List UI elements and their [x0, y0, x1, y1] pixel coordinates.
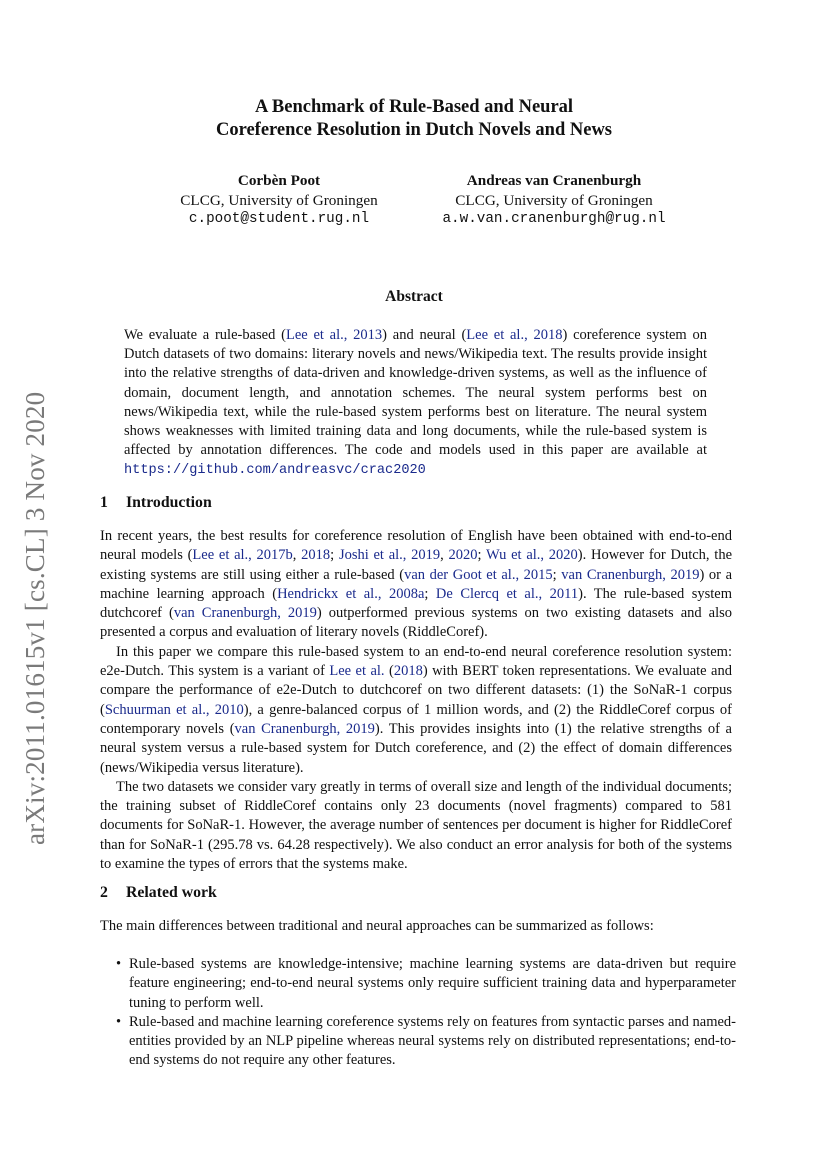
list-item: • Rule-based systems are knowledge-intensive; machine learning systems are data-driven but require feature engineering; end-to-end neural systems only require sufficient training data and hyperparameter tuning to perform well.: [116, 956, 736, 1011]
author-affiliation: CLCG, University of Groningen: [180, 191, 378, 209]
section-title: Introduction: [126, 494, 212, 511]
related-work-body: [100, 917, 732, 936]
citation-link[interactable]: 2018: [301, 547, 331, 564]
related-work-bullet-list: [100, 955, 736, 1071]
bullet-icon: •: [116, 1013, 122, 1030]
author-block-1: [160, 171, 398, 230]
citation-link[interactable]: van Cranenburgh, 2019: [234, 720, 375, 737]
section-title: Related work: [126, 884, 217, 901]
paragraph: In this paper we compare this rule-based system to an end-to-end neural coreference resolution system: e2e-Dutch. This system is a variant of Lee et al. (2018) with BERT token representations. We evaluate and compare the performance of e2e-Dutch to dutchcoref on two different datasets: (1) the SoNaR-1 corpus (Schuurman et al., 2010), a genre-balanced corpus of 1 million words, and (2) the RiddleCoref corpus of contemporary novels (van Cranenburgh, 2019). This provides insights into (1) the relative strengths of a neural system versus a rule-based system for Dutch coreference, and (2) the effect of domain differences (news/Wikipedia versus literature).: [100, 643, 732, 776]
citation-link[interactable]: Schuurman et al., 2010: [104, 701, 244, 718]
citation-link[interactable]: Wu et al., 2020: [486, 547, 578, 564]
citation-link[interactable]: van Cranenburgh, 2019: [561, 566, 700, 583]
citation-link[interactable]: Lee et al., 2018: [466, 327, 563, 343]
introduction-body: [100, 527, 732, 874]
section-heading-related-work: [100, 884, 740, 902]
paragraph: The main differences between traditional and neural approaches can be summarized as follows:: [100, 918, 654, 934]
section-number: 2: [100, 884, 108, 901]
author-email: c.poot@student.rug.nl: [188, 211, 370, 227]
arxiv-identifier: arXiv:2011.01615v1 [cs.CL] 3 Nov 2020: [20, 391, 50, 845]
code-repository-link[interactable]: https://github.com/andreasvc/crac2020: [124, 463, 426, 479]
paper-title-line-2: Coreference Resolution in Dutch Novels and News: [215, 120, 612, 140]
author-email: a.w.van.cranenburgh@rug.nl: [442, 211, 666, 227]
citation-link[interactable]: Hendrickx et al., 2008a: [277, 585, 425, 602]
author-block-2: [412, 171, 696, 230]
author-name: Andreas van Cranenburgh: [466, 172, 642, 189]
section-number: 1: [100, 494, 108, 511]
citation-link[interactable]: 2020: [448, 547, 478, 564]
citation-link[interactable]: van Cranenburgh, 2019: [173, 605, 317, 622]
citation-link[interactable]: Lee et al.: [329, 663, 385, 680]
author-affiliation: CLCG, University of Groningen: [455, 191, 653, 209]
citation-link[interactable]: Lee et al., 2017b: [192, 547, 293, 564]
citation-link[interactable]: van der Goot et al., 2015: [404, 566, 553, 583]
paragraph: In recent years, the best results for coreference resolution of English have been obtained with end-to-end neural models (Lee et al., 2017b, 2018; Joshi et al., 2019, 2020; Wu et al., 2020). However for Dutch, the existing systems are still using either a rule-based (van der Goot et al., 2015; van Cranenburgh, 2019) or a machine learning approach (Hendrickx et al., 2008a; De Clercq et al., 2011). The rule-based system dutchcoref (van Cranenburgh, 2019) outperformed previous systems on two existing datasets and also presented a corpus and evaluation of literary novels (RiddleCoref).: [100, 528, 733, 641]
citation-link[interactable]: Lee et al., 2013: [285, 327, 383, 343]
paper-title-line-1: A Benchmark of Rule-Based and Neural: [254, 97, 574, 117]
citation-link[interactable]: Joshi et al., 2019: [338, 547, 441, 564]
section-heading-introduction: [100, 494, 740, 512]
list-item: • Rule-based and machine learning coreference systems rely on features from syntactic parses and named-entities provided by an NLP pipeline whereas neural systems rely on distributed representations; end-to-end systems do not require any other features.: [116, 1013, 736, 1069]
bullet-icon: •: [116, 956, 122, 972]
citation-link[interactable]: 2018: [393, 663, 423, 680]
abstract-text: We evaluate a rule-based (Lee et al., 2013) and neural (Lee et al., 2018) coreference system on Dutch datasets of two domains: literary novels and news/Wikipedia text. The results provide insight into the relative strengths of data-driven and knowledge-driven systems, as well as the influence of domain, document length, and annotation schemes. The neural system performs best on news/Wikipedia text, while the rule-based system performs best on literature. The neural system shows weaknesses with limited training data and long documents, while the rule-based system is affected by annotation differences. The code and models used in this paper are available at https://github.com/andreasvc/crac2020: [124, 327, 707, 479]
abstract-heading: Abstract: [385, 288, 443, 305]
citation-link[interactable]: De Clercq et al., 2011: [435, 585, 579, 602]
paragraph: The two datasets we consider vary greatly in terms of overall size and length of the individual documents; the training subset of RiddleCoref contains only 23 documents (novel fragments) compared to 581 documents for SoNaR-1. However, the average number of sentences per document is higher for RiddleCoref than for SoNaR-1 (295.78 vs. 64.28 respectively). We also conduct an error analysis for both of the systems to examine the types of errors that the systems make.: [100, 778, 732, 873]
author-name: Corbèn Poot: [237, 172, 321, 189]
